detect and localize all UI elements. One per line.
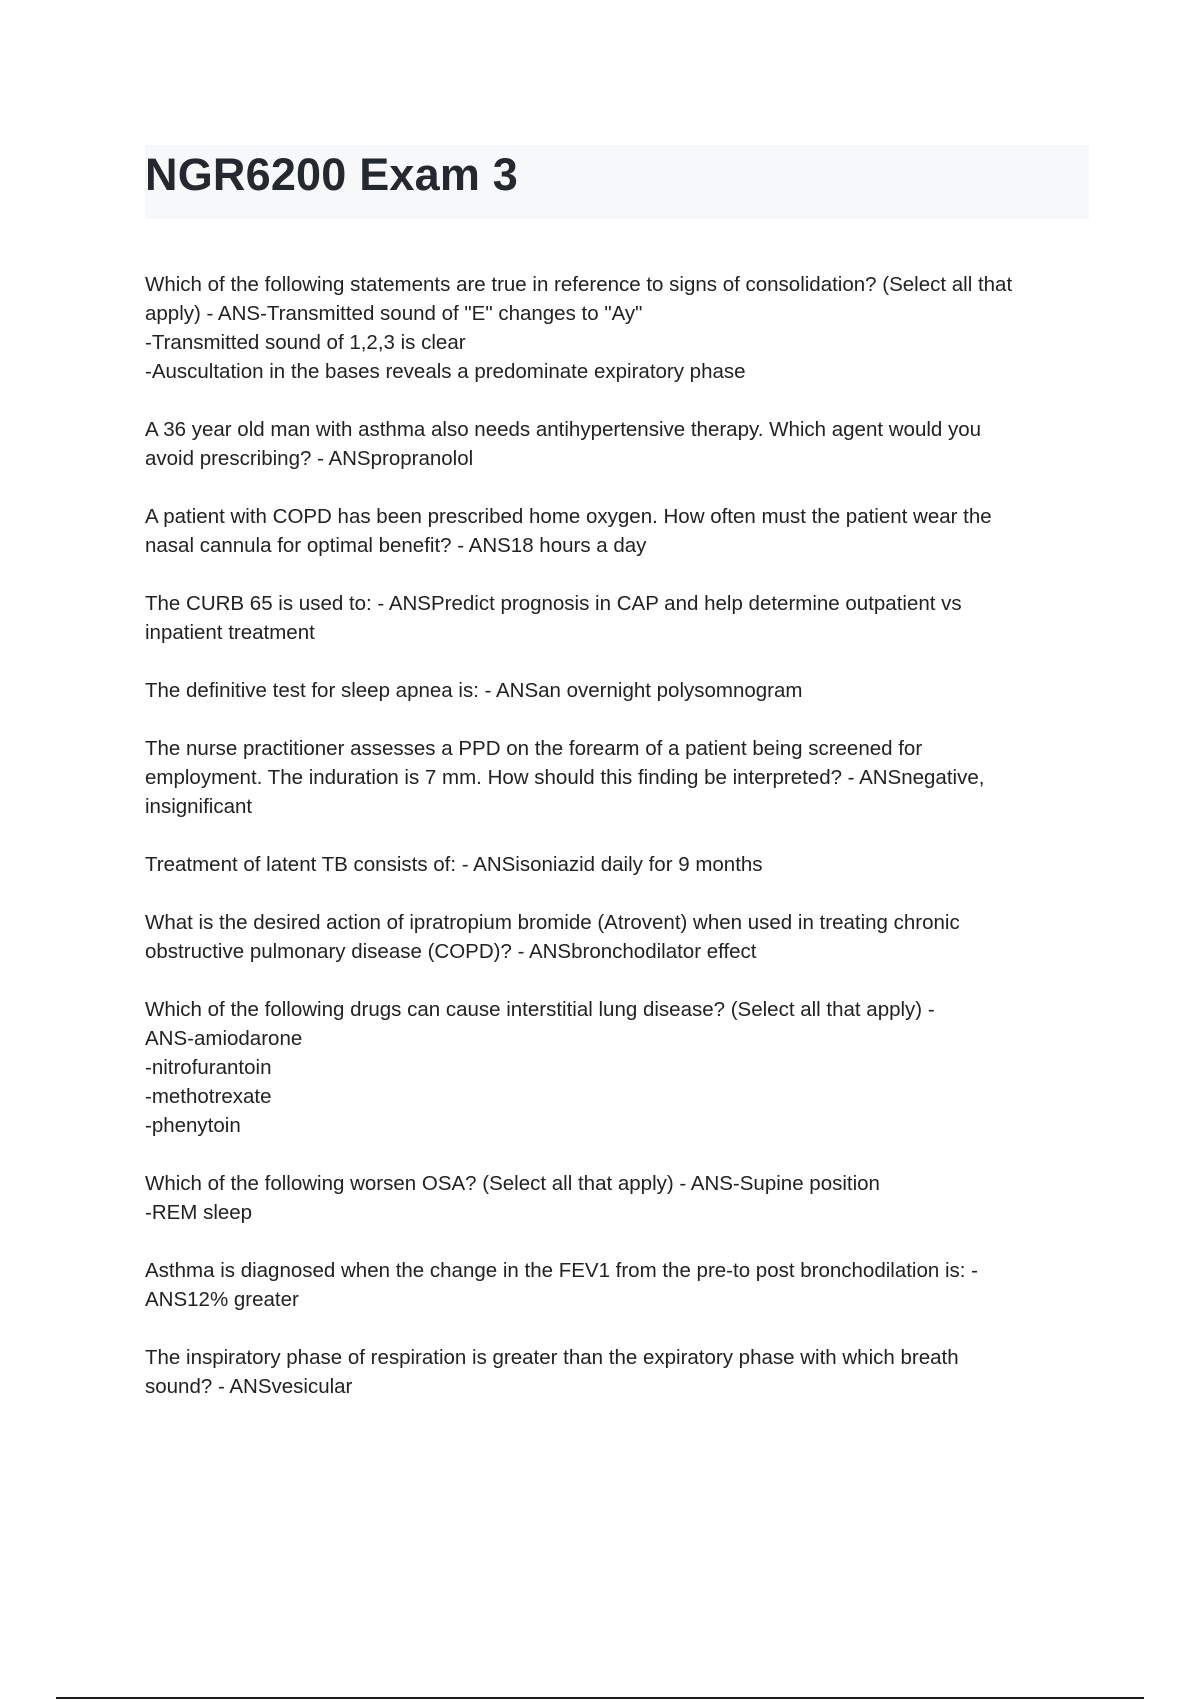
question-line: insignificant bbox=[145, 795, 253, 818]
question-item bbox=[145, 502, 1089, 560]
question-line: A patient with COPD has been prescribed home oxygen. How often must the patient wear the bbox=[145, 505, 992, 528]
question-line: -methotrexate bbox=[145, 1085, 272, 1108]
question-line: ANS-amiodarone bbox=[145, 1027, 303, 1050]
question-line: obstructive pulmonary disease (COPD)? - ANSbronchodilator effect bbox=[145, 940, 757, 963]
question-item bbox=[145, 676, 1089, 705]
question-item bbox=[145, 415, 1089, 473]
question-line: Which of the following statements are true in reference to signs of consolidation? (Select all that bbox=[145, 273, 1013, 296]
question-line: The inspiratory phase of respiration is greater than the expiratory phase with which breath bbox=[145, 1346, 959, 1369]
question-line: nasal cannula for optimal benefit? - ANS18 hours a day bbox=[145, 534, 647, 557]
footer-divider bbox=[56, 1697, 1144, 1699]
question-line: Asthma is diagnosed when the change in the FEV1 from the pre-to post bronchodilation is: - bbox=[145, 1259, 979, 1282]
question-line: The nurse practitioner assesses a PPD on the forearm of a patient being screened for bbox=[145, 737, 923, 760]
question-line: A 36 year old man with asthma also needs antihypertensive therapy. Which agent would you bbox=[145, 418, 982, 441]
question-line: -Transmitted sound of 1,2,3 is clear bbox=[145, 331, 466, 354]
question-line: -REM sleep bbox=[145, 1201, 253, 1224]
question-item bbox=[145, 1343, 1089, 1401]
page-title: NGR6200 Exam 3 bbox=[145, 149, 519, 200]
question-line: Which of the following worsen OSA? (Select all that apply) - ANS-Supine position bbox=[145, 1172, 880, 1195]
question-item bbox=[145, 1169, 1089, 1227]
question-line: -nitrofurantoin bbox=[145, 1056, 272, 1079]
question-line: The CURB 65 is used to: - ANSPredict prognosis in CAP and help determine outpatient vs bbox=[145, 592, 962, 615]
question-line: -Auscultation in the bases reveals a predominate expiratory phase bbox=[145, 360, 746, 383]
question-item bbox=[145, 734, 1089, 821]
question-line: Which of the following drugs can cause interstitial lung disease? (Select all that apply) - bbox=[145, 998, 935, 1021]
question-line: ANS12% greater bbox=[145, 1288, 299, 1311]
question-item bbox=[145, 995, 1089, 1140]
question-line: inpatient treatment bbox=[145, 621, 315, 644]
question-line: -phenytoin bbox=[145, 1114, 241, 1137]
question-item bbox=[145, 908, 1089, 966]
question-line: apply) - ANS-Transmitted sound of "E" changes to "Ay" bbox=[145, 302, 643, 325]
question-item bbox=[145, 589, 1089, 647]
question-line: employment. The induration is 7 mm. How should this finding be interpreted? - ANSnegative, bbox=[145, 766, 985, 789]
question-item bbox=[145, 1256, 1089, 1314]
question-line: avoid prescribing? - ANSpropranolol bbox=[145, 447, 474, 470]
question-line: What is the desired action of ipratropium bromide (Atrovent) when used in treating chronic bbox=[145, 911, 960, 934]
question-line: Treatment of latent TB consists of: - ANSisoniazid daily for 9 months bbox=[145, 853, 763, 876]
question-line: The definitive test for sleep apnea is: - ANSan overnight polysomnogram bbox=[145, 679, 803, 702]
question-item bbox=[145, 850, 1089, 879]
question-item bbox=[145, 270, 1089, 386]
question-list bbox=[145, 270, 1089, 1430]
question-line: sound? - ANSvesicular bbox=[145, 1375, 353, 1398]
